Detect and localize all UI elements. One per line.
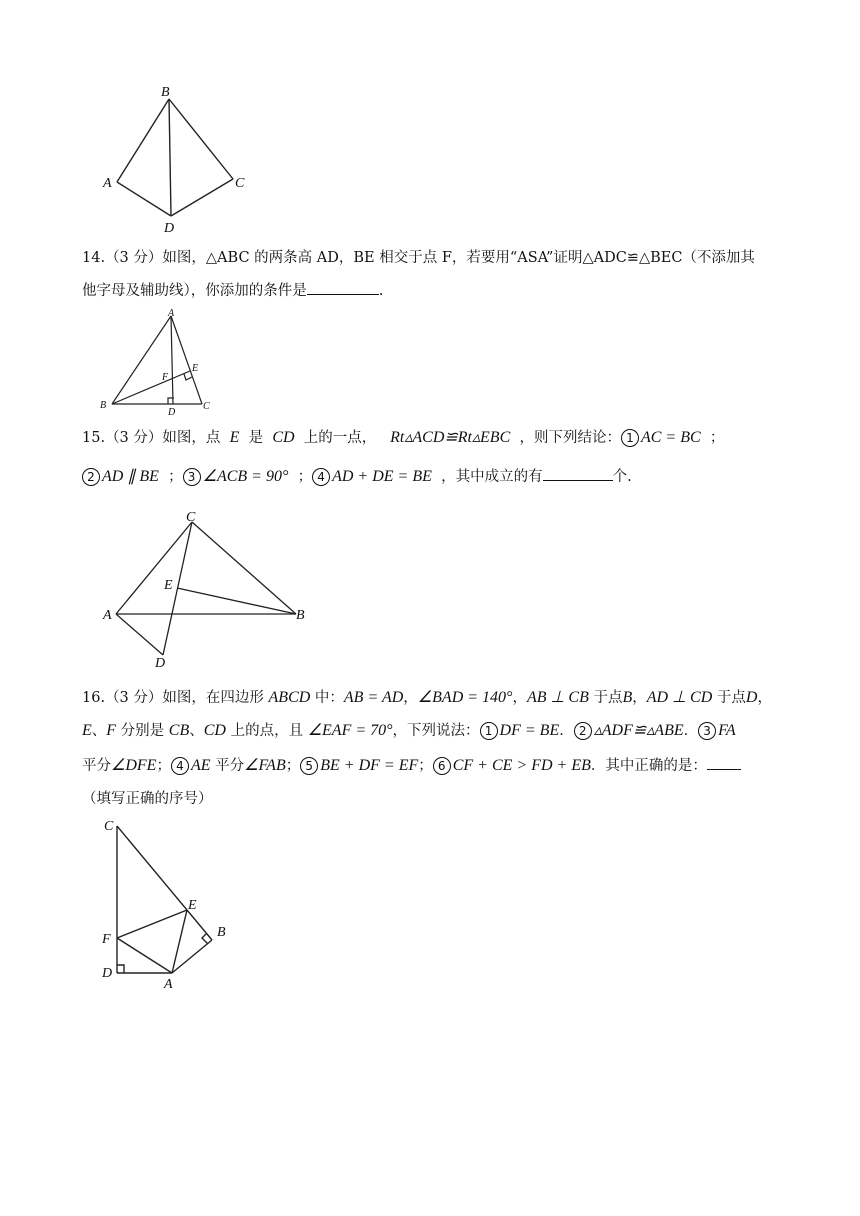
q14-line2 [82,280,383,301]
q15-intro2: ，则下列结论： [519,430,621,446]
label-C: C [235,176,245,191]
label-A: A [164,977,173,992]
label-E: E [192,363,199,374]
figure-q14 [96,308,220,416]
label-C: C [104,819,114,834]
q15-congruence: Rt▵ACD≌Rt▵EBC [390,429,511,446]
figure-q13 [95,85,255,235]
q16-hint: （填写正确的序号） [82,791,213,807]
q16-answer-blank[interactable] [707,755,741,770]
q15-circle-4: 4 [312,468,330,486]
label-D: D [102,966,113,981]
q16-point-E: E [82,722,92,739]
q16-cond-1: AB = AD [343,689,404,706]
q16-line4 [82,789,213,809]
label-E: E [164,578,173,593]
q15-unit: 个. [612,469,632,485]
label-F: F [102,932,111,947]
q16-cond-3: AB ⊥ CB [526,689,589,706]
q15-line2 [82,466,632,487]
q16-quad: ABCD [268,689,311,706]
q16-points-on: 上的点，且 [230,723,304,739]
q15-conclusion-1: AC = BC [640,429,701,446]
q15-intro: 如图，点 [162,430,221,446]
q16-number: 16. [82,690,106,706]
label-B: B [296,608,305,623]
figure-q15 [100,508,315,673]
label-D: D [164,221,175,236]
q16-statement-6: CF + CE > FD + EB [452,757,591,774]
q16-point-B: B [622,689,633,706]
q16-statements-intro: ，下列说法： [392,723,480,739]
q16-point-D: D [745,689,758,706]
q15-circle-2: 2 [82,468,100,486]
q16-circle-1: 1 [480,722,498,740]
q15-tail: ，其中成立的有 [441,469,543,485]
q15-conclusion-4: AD + DE = BE [332,468,432,485]
q16-statement-5: BE + DF = EF [320,757,419,774]
q14-text1: 如图，△ABC 的两条高 AD，BE 相交于点 F，若要用“ASA”证明△ADC≌△BEC（不添加其 [162,250,755,266]
q16-circle-2: 2 [574,722,592,740]
q16-statement-1: DF = BE [499,722,560,739]
q14-line1 [82,248,755,268]
q15-sep: ； [168,469,183,485]
q16-colon: 中： [314,690,344,706]
label-E: E [188,898,197,913]
q15-score: （3 分） [105,430,163,446]
q14-text2: 他字母及辅助线），你添加的条件是 [82,283,307,299]
label-B: B [217,925,226,940]
q16-statement-3a: FA [718,722,736,739]
q15-answer-blank[interactable] [543,466,613,481]
q15-is: 是 [248,430,264,446]
q15-point-E: E [229,429,240,446]
q16-circle-3: 3 [698,722,716,740]
q16-score: （3 分） [105,690,163,706]
q16-cond-2: ∠BAD = 140° [417,689,513,706]
label-A: A [103,608,112,623]
q15-on: 上的一点， [303,430,377,446]
label-C: C [203,401,210,412]
q16-statement-4b: ∠FAB [244,757,286,774]
label-C: C [186,510,196,525]
q16-line2: E、F 分别是 CB、CD 上的点，且 ∠EAF = 70°，下列说法： 1 DF = BE． 2 ▵ADF≌▵ABE． 3 FA [82,722,736,739]
q15-segment-CD: CD [272,429,295,446]
q15-sep: ； [297,469,313,485]
q16-bisects: 平分 [82,758,111,774]
q16-point-F: F [106,722,117,739]
q16-circle-4: 4 [171,757,189,775]
q15-conclusion-2: AD ∥ BE [102,468,159,485]
figure-q16 [96,814,236,994]
q16-statement-3b: ∠DFE [111,757,157,774]
q16-bisects: 平分 [215,758,245,774]
q15-sep: ； [709,430,725,446]
q16-circle-5: 5 [300,757,318,775]
label-B: B [100,400,107,411]
q16-line3: 平分∠DFE； 4 AE 平分∠FAB； 5 BE + DF = EF； 6 CF + CE > FD + EB．其中正确的是： [82,755,741,776]
q16-statement-4a: AE [190,757,211,774]
q15-number: 15. [82,430,106,446]
q15-circle-1: 1 [621,429,639,447]
q14-answer-blank[interactable] [307,280,379,295]
label-A: A [168,308,175,319]
label-D: D [168,407,176,418]
q16-cond-4: AD ⊥ CD [646,689,713,706]
q16-cond-5: ∠EAF = 70° [307,722,393,739]
q16-seg-CD: CD [203,722,226,739]
q16-tail: ．其中正确的是： [590,758,707,774]
q16-sep: 、 [91,723,107,739]
label-B: B [161,85,170,100]
q15-line1 [82,428,724,448]
q16-statement-2: ▵ADF≌▵ABE [593,722,684,739]
q14-number: 14. [82,250,106,266]
label-F: F [162,372,169,383]
q14-end: . [378,283,384,299]
q16-seg-CB: CB [168,722,190,739]
q14-score: （3 分） [105,250,163,266]
q15-circle-3: 3 [183,468,201,486]
q16-are: 分别是 [120,723,165,739]
q15-conclusion-3: ∠ACB = 90° [202,468,289,485]
q16-line1: 16.（3 分）如图，在四边形 ABCD 中：AB = AD，∠BAD = 140°，AB ⊥ CB 于点B，AD ⊥ CD 于点D， [82,689,772,706]
label-A: A [103,176,112,191]
q16-at-D: 于点 [716,690,746,706]
q16-circle-6: 6 [433,757,451,775]
q16-at-B: 于点 [593,690,623,706]
label-D: D [155,656,166,671]
q16-intro: 如图，在四边形 [162,690,264,706]
